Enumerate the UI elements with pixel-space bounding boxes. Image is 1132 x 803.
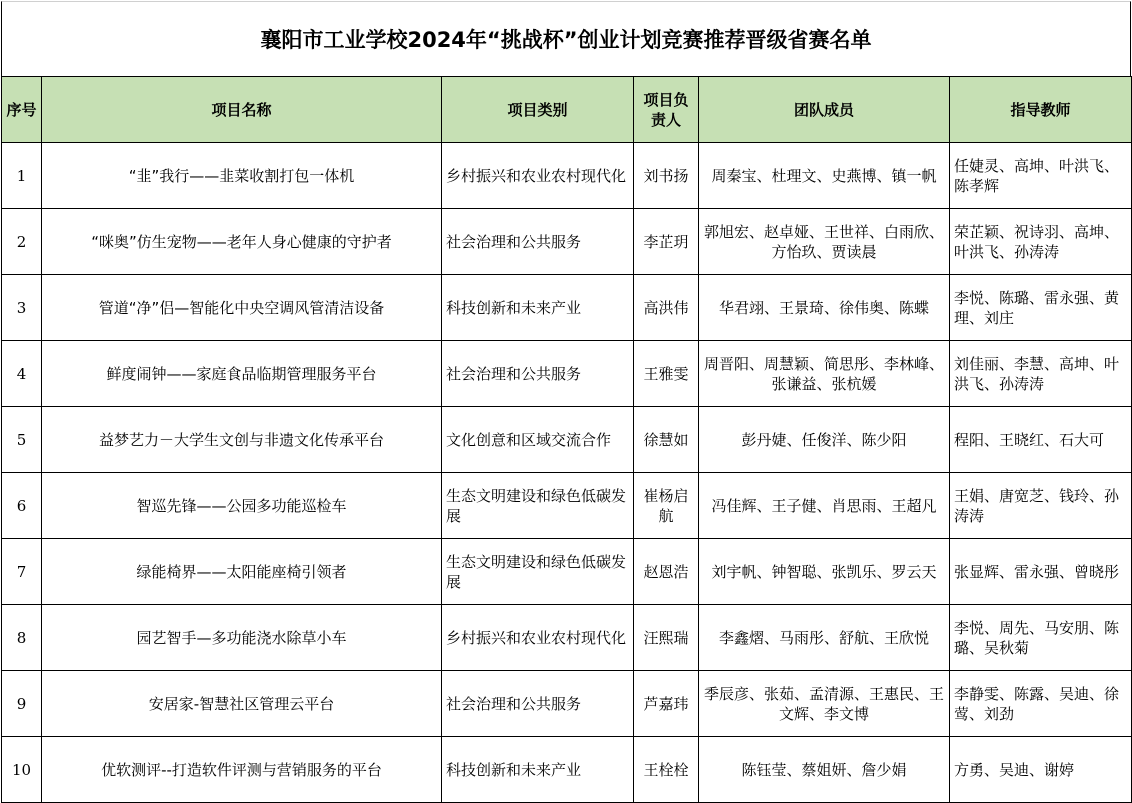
header-index: 序号 [2, 77, 42, 143]
table-row [2, 341, 1132, 407]
table-row [2, 407, 1132, 473]
cell-index: 9 [2, 671, 42, 737]
cell-index: 5 [2, 407, 42, 473]
cell-index: 3 [2, 275, 42, 341]
cell-project-name: 安居家-智慧社区管理云平台 [42, 671, 442, 737]
cell-project-name: 绿能椅界——太阳能座椅引领者 [42, 539, 442, 605]
cell-index: 10 [2, 737, 42, 803]
table-row [2, 143, 1132, 209]
cell-index: 1 [2, 143, 42, 209]
cell-leader: 高洪伟 [634, 275, 699, 341]
header-advisors: 指导教师 [950, 77, 1132, 143]
cell-project-name: “韭”我行——韭菜收割打包一体机 [42, 143, 442, 209]
header-leader: 项目负责人 [634, 77, 699, 143]
cell-category: 文化创意和区域交流合作 [442, 407, 634, 473]
cell-advisors: 荣芷颖、祝诗羽、高坤、叶洪飞、孙涛涛 [950, 209, 1132, 275]
cell-members: 刘宇帆、钟智聪、张凯乐、罗云天 [699, 539, 950, 605]
cell-project-name: 智巡先锋——公园多功能巡检车 [42, 473, 442, 539]
cell-leader: 王栓栓 [634, 737, 699, 803]
cell-members: 季辰彦、张茹、孟清源、王惠民、王文辉、李文博 [699, 671, 950, 737]
cell-project-name: 益梦艺力－大学生文创与非遗文化传承平台 [42, 407, 442, 473]
table-row [2, 275, 1132, 341]
cell-leader: 芦嘉玮 [634, 671, 699, 737]
document-title: 襄阳市工业学校2024年“挑战杯”创业计划竞赛推荐晋级省赛名单 [1, 1, 1131, 76]
cell-category: 社会治理和公共服务 [442, 341, 634, 407]
cell-index: 2 [2, 209, 42, 275]
cell-advisors: 方勇、吴迪、谢婷 [950, 737, 1132, 803]
cell-members: 李鑫熠、马雨彤、舒航、王欣悦 [699, 605, 950, 671]
header-category: 项目类别 [442, 77, 634, 143]
cell-advisors: 李静雯、陈露、吴迪、徐莺、刘劲 [950, 671, 1132, 737]
cell-category: 社会治理和公共服务 [442, 209, 634, 275]
cell-members: 冯佳辉、王子健、肖思雨、王超凡 [699, 473, 950, 539]
cell-leader: 李芷玥 [634, 209, 699, 275]
cell-members: 郭旭宏、赵卓娅、王世祥、白雨欣、方怡玖、贾读晨 [699, 209, 950, 275]
cell-advisors: 王娟、唐宽芝、钱玲、孙涛涛 [950, 473, 1132, 539]
table-header [2, 77, 1132, 143]
header-project-name: 项目名称 [42, 77, 442, 143]
header-row [2, 77, 1132, 143]
table-row [2, 473, 1132, 539]
cell-members: 彭丹婕、任俊洋、陈少阳 [699, 407, 950, 473]
nominee-table [1, 76, 1132, 803]
cell-category: 社会治理和公共服务 [442, 671, 634, 737]
cell-advisors: 任婕灵、高坤、叶洪飞、陈孝辉 [950, 143, 1132, 209]
cell-project-name: 管道“净”侣—智能化中央空调风管清洁设备 [42, 275, 442, 341]
cell-index: 8 [2, 605, 42, 671]
cell-advisors: 刘佳丽、李慧、高坤、叶洪飞、孙涛涛 [950, 341, 1132, 407]
table-row [2, 737, 1132, 803]
cell-leader: 刘书扬 [634, 143, 699, 209]
cell-project-name: “咪奥”仿生宠物——老年人身心健康的守护者 [42, 209, 442, 275]
cell-members: 周晋阳、周慧颖、简思彤、李林峰、张谦益、张杭媛 [699, 341, 950, 407]
cell-advisors: 程阳、王晓红、石大可 [950, 407, 1132, 473]
cell-category: 生态文明建设和绿色低碳发展 [442, 473, 634, 539]
cell-leader: 崔杨启航 [634, 473, 699, 539]
cell-index: 4 [2, 341, 42, 407]
cell-leader: 徐慧如 [634, 407, 699, 473]
cell-project-name: 优软测评--打造软件评测与营销服务的平台 [42, 737, 442, 803]
cell-members: 华君翊、王景琦、徐伟奥、陈蝶 [699, 275, 950, 341]
cell-leader: 汪熙瑞 [634, 605, 699, 671]
cell-category: 乡村振兴和农业农村现代化 [442, 143, 634, 209]
cell-index: 6 [2, 473, 42, 539]
cell-project-name: 园艺智手—多功能浇水除草小车 [42, 605, 442, 671]
header-members: 团队成员 [699, 77, 950, 143]
cell-leader: 赵恩浩 [634, 539, 699, 605]
cell-advisors: 李悦、周先、马安朋、陈璐、吴秋菊 [950, 605, 1132, 671]
cell-category: 科技创新和未来产业 [442, 737, 634, 803]
cell-category: 科技创新和未来产业 [442, 275, 634, 341]
table-row [2, 605, 1132, 671]
cell-advisors: 李悦、陈璐、雷永强、黄理、刘庄 [950, 275, 1132, 341]
table-row [2, 671, 1132, 737]
cell-advisors: 张显辉、雷永强、曾晓彤 [950, 539, 1132, 605]
table-body [2, 143, 1132, 803]
cell-members: 周秦宝、杜理文、史燕博、镇一帆 [699, 143, 950, 209]
cell-project-name: 鲜度闹钟——家庭食品临期管理服务平台 [42, 341, 442, 407]
cell-leader: 王雅雯 [634, 341, 699, 407]
cell-category: 乡村振兴和农业农村现代化 [442, 605, 634, 671]
table-row [2, 209, 1132, 275]
cell-index: 7 [2, 539, 42, 605]
cell-category: 生态文明建设和绿色低碳发展 [442, 539, 634, 605]
cell-members: 陈钰莹、蔡姐妍、詹少娟 [699, 737, 950, 803]
table-row [2, 539, 1132, 605]
